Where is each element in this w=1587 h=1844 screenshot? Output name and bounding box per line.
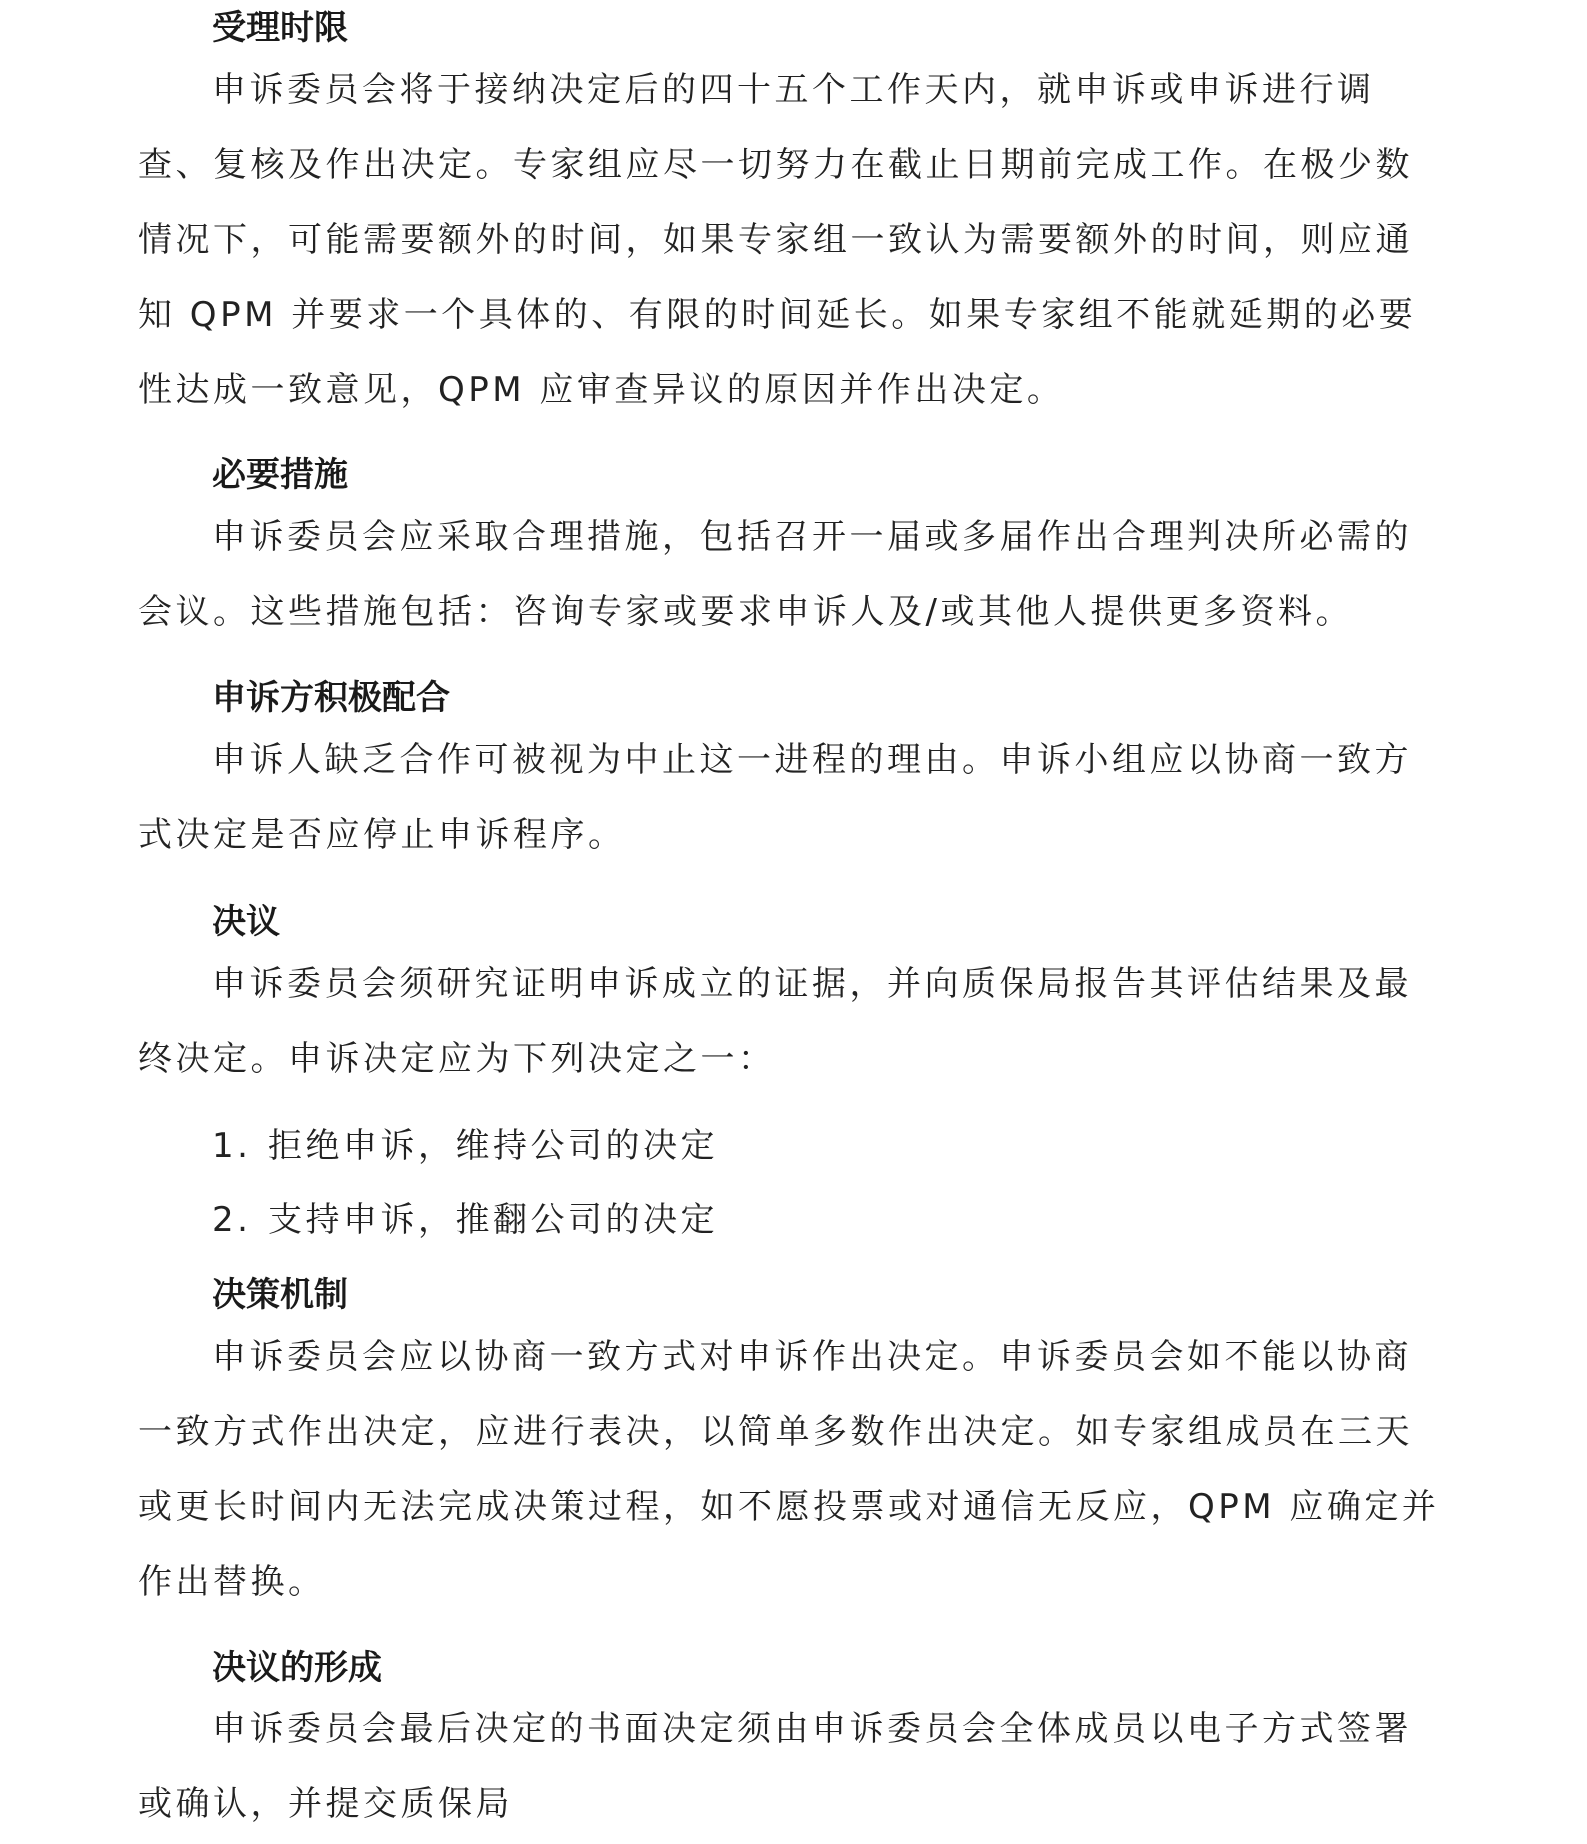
list-text: 支持申诉，推翻公司的决定 — [268, 1200, 718, 1240]
section-paragraph-resolution: 申诉委员会须研究证明申诉成立的证据，并向质保局报告其评估结果及最终决定。申诉决定应为下列决定之一： — [138, 964, 1412, 1079]
section-paragraph-decision-mechanism: 申诉委员会应以协商一致方式对申诉作出决定。申诉委员会如不能以协商一致方式作出决定，应进行表决，以简单多数作出决定。如专家组成员在三天或更长时间内无法完成决策过程，如不愿投票或对通信无反应，QPM 应确定并作出替换。 — [138, 1337, 1440, 1602]
resolution-option-1 — [212, 1126, 718, 1166]
list-number: 1. — [212, 1126, 252, 1166]
section-paragraph-time-limit: 申诉委员会将于接纳决定后的四十五个工作天内，就申诉或申诉进行调查、复核及作出决定。专家组应尽一切努力在截止日期前完成工作。在极少数情况下，可能需要额外的时间，如果专家组一致认为需要额外的时间，则应通知 QPM 并要求一个具体的、有限的时间延长。如果专家组不能就延期的必要性达成一致意见，QPM 应审查异议的原因并作出决定。 — [138, 70, 1417, 410]
list-text: 拒绝申诉，维持公司的决定 — [268, 1126, 718, 1166]
resolution-option-2 — [212, 1200, 718, 1240]
list-number: 2. — [212, 1200, 252, 1240]
section-paragraph-decision-formation: 申诉委员会最后决定的书面决定须由申诉委员会全体成员以电子方式签署或确认，并提交质保局 — [138, 1709, 1412, 1824]
section-heading-cooperation: 申诉方积极配合 — [212, 678, 450, 718]
section-heading-decision-mechanism: 决策机制 — [212, 1275, 348, 1315]
section-paragraph-necessary-measures: 申诉委员会应采取合理措施，包括召开一届或多届作出合理判决所必需的会议。这些措施包括：咨询专家或要求申诉人及/或其他人提供更多资料。 — [138, 517, 1412, 632]
section-paragraph-cooperation: 申诉人缺乏合作可被视为中止这一进程的理由。申诉小组应以协商一致方式决定是否应停止申诉程序。 — [138, 740, 1412, 855]
section-heading-decision-formation: 决议的形成 — [212, 1648, 382, 1688]
section-heading-resolution: 决议 — [212, 902, 280, 942]
section-heading-time-limit: 受理时限 — [212, 8, 348, 48]
section-heading-necessary-measures: 必要措施 — [212, 455, 348, 495]
